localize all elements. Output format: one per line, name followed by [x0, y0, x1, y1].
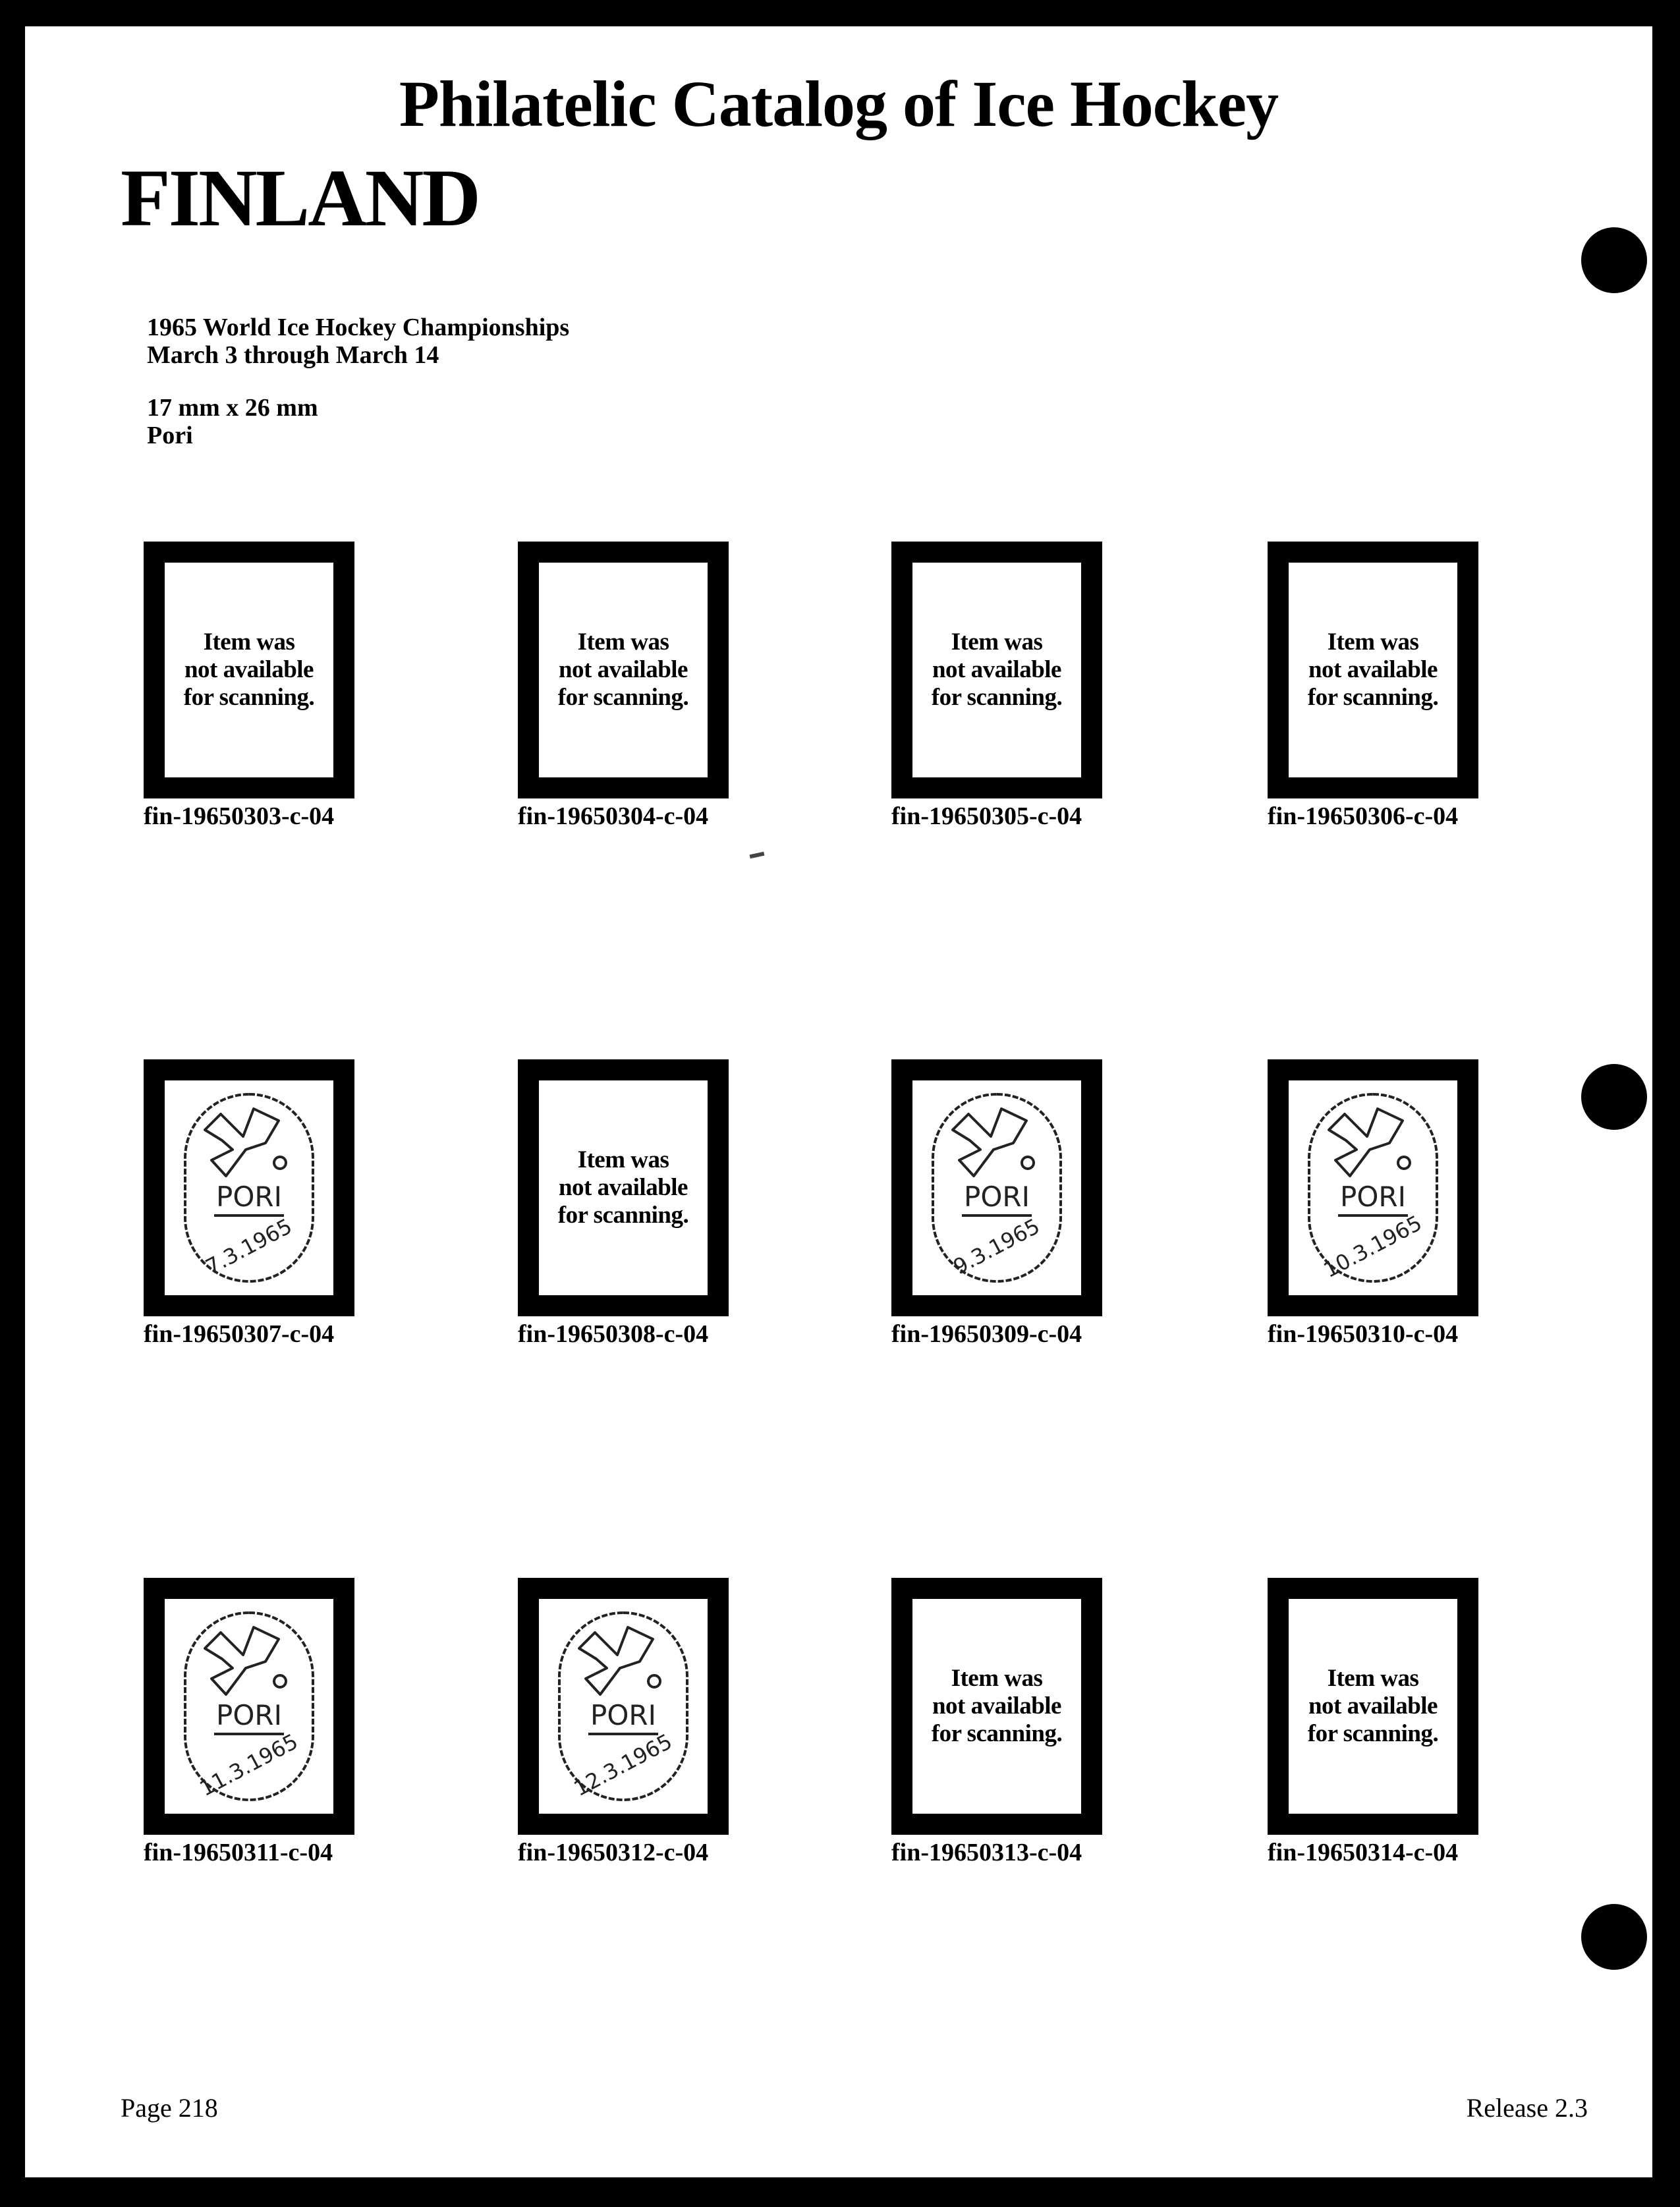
country-heading: FINLAND	[121, 153, 479, 243]
note-line: not available	[1308, 656, 1438, 683]
postmark-cancel	[928, 1089, 1066, 1287]
note-line: Item was	[203, 629, 295, 656]
binder-hole-top	[1581, 227, 1647, 293]
puck-icon	[274, 1157, 286, 1169]
note-line: Item was	[1327, 1665, 1419, 1692]
postmark-date: 11.3.1965	[195, 1729, 302, 1802]
not-available-note	[932, 1665, 1062, 1748]
item-size: 17 mm x 26 mm	[147, 394, 318, 422]
stamp-frame	[518, 1578, 729, 1835]
puck-icon	[648, 1675, 660, 1687]
note-line: for scanning.	[557, 684, 689, 711]
note-line: Item was	[951, 1665, 1043, 1692]
catalog-code: fin-19650304-c-04	[518, 802, 709, 830]
postmark-town: PORI	[964, 1181, 1030, 1213]
page-number: Page 218	[121, 2093, 218, 2123]
note-line: Item was	[577, 1146, 669, 1173]
scan-speck	[750, 852, 765, 858]
note-line: not available	[558, 656, 688, 683]
stamp-frame	[144, 1059, 354, 1316]
stamp-frame	[144, 542, 354, 798]
event-name: 1965 World Ice Hockey Championships	[147, 314, 570, 341]
note-line: not available	[932, 1692, 1061, 1719]
note-line: not available	[558, 1174, 688, 1201]
note-line: for scanning.	[557, 1202, 689, 1229]
event-info	[147, 314, 569, 369]
not-available-note	[1308, 1665, 1438, 1748]
hockey-emblem-icon	[1329, 1109, 1403, 1176]
stamp-frame	[891, 542, 1102, 798]
postmark-cancel	[180, 1089, 318, 1287]
postmark-cancel	[1304, 1089, 1442, 1287]
note-line: not available	[184, 656, 314, 683]
catalog-code: fin-19650311-c-04	[144, 1839, 333, 1866]
hockey-emblem-icon	[953, 1109, 1026, 1176]
hockey-emblem-icon	[205, 1627, 279, 1694]
stamp-frame	[891, 1059, 1102, 1316]
catalog-code: fin-19650312-c-04	[518, 1839, 709, 1866]
note-line: not available	[1308, 1692, 1438, 1719]
postmark-date: 10.3.1965	[1319, 1210, 1426, 1283]
not-available-note	[932, 629, 1062, 712]
puck-icon	[1398, 1157, 1410, 1169]
note-line: Item was	[951, 629, 1043, 656]
event-dates: March 3 through March 14	[147, 341, 439, 369]
stamp-frame	[518, 1059, 729, 1316]
note-line: not available	[932, 656, 1061, 683]
catalog-code: fin-19650306-c-04	[1268, 802, 1459, 830]
item-place: Pori	[147, 422, 193, 449]
not-available-note	[558, 629, 688, 712]
note-line: for scanning.	[931, 684, 1063, 711]
hockey-emblem-icon	[579, 1627, 653, 1694]
note-line: Item was	[577, 629, 669, 656]
stamp-frame	[1268, 1059, 1478, 1316]
binder-hole-bottom	[1581, 1904, 1647, 1970]
release-label: Release 2.3	[1466, 2093, 1588, 2123]
postmark-cancel	[554, 1607, 692, 1805]
puck-icon	[1022, 1157, 1034, 1169]
item-details	[147, 394, 318, 449]
hockey-emblem-icon	[205, 1109, 279, 1176]
postmark-town: PORI	[216, 1181, 282, 1213]
catalog-code: fin-19650313-c-04	[891, 1839, 1082, 1866]
not-available-note	[184, 629, 314, 712]
postmark-date: 12.3.1965	[569, 1729, 677, 1802]
catalog-code: fin-19650314-c-04	[1268, 1839, 1459, 1866]
catalog-page	[25, 26, 1652, 2177]
puck-icon	[274, 1675, 286, 1687]
catalog-code: fin-19650305-c-04	[891, 802, 1082, 830]
postmark-town: PORI	[1340, 1181, 1406, 1213]
postmark-date: 7.3.1965	[201, 1213, 296, 1280]
note-line: for scanning.	[931, 1720, 1063, 1747]
catalog-title: Philatelic Catalog of Ice Hockey	[399, 67, 1279, 140]
catalog-code: fin-19650308-c-04	[518, 1320, 709, 1348]
catalog-code: fin-19650303-c-04	[144, 802, 335, 830]
catalog-code: fin-19650310-c-04	[1268, 1320, 1459, 1348]
note-line: for scanning.	[183, 684, 315, 711]
postmark-town: PORI	[216, 1699, 282, 1731]
stamp-frame	[891, 1578, 1102, 1835]
not-available-note	[558, 1146, 688, 1229]
note-line: Item was	[1327, 629, 1419, 656]
binder-hole-middle	[1581, 1064, 1647, 1130]
stamp-frame	[1268, 542, 1478, 798]
postmark-town: PORI	[590, 1699, 656, 1731]
stamp-frame	[1268, 1578, 1478, 1835]
note-line: for scanning.	[1307, 1720, 1439, 1747]
postmark-cancel	[180, 1607, 318, 1805]
stamp-frame	[518, 542, 729, 798]
stamp-frame	[144, 1578, 354, 1835]
note-line: for scanning.	[1307, 684, 1439, 711]
not-available-note	[1308, 629, 1438, 712]
postmark-date: 9.3.1965	[949, 1213, 1044, 1280]
catalog-code: fin-19650309-c-04	[891, 1320, 1082, 1348]
catalog-code: fin-19650307-c-04	[144, 1320, 335, 1348]
